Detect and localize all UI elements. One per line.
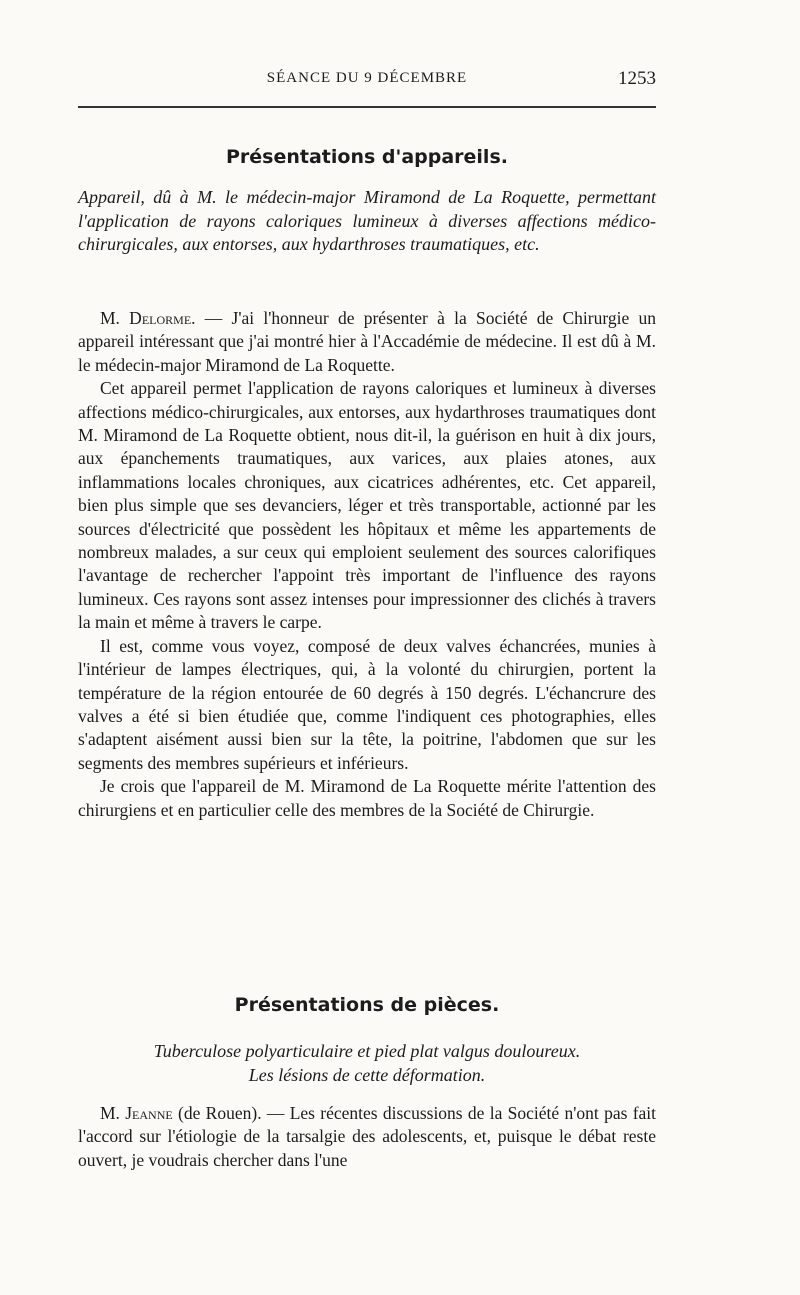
paragraph-jeanne-intro (78, 1102, 656, 1172)
speaker-name: M. Jeanne (100, 1103, 173, 1123)
header-rule (78, 106, 656, 108)
section-heading-appareils: Présentations d'appareils. (226, 146, 508, 168)
running-title: SÉANCE DU 9 DÉCEMBRE (266, 70, 468, 86)
section2-body (78, 1102, 656, 1172)
section-subtitle-tuberculose (78, 1040, 656, 1087)
subtitle-line-1: Tuberculose polyarticulaire et pied plat valgus douloureux. (153, 1041, 581, 1061)
section-subtitle-appareil: Appareil, dû à M. le médecin-major Miramond de La Roquette, permettant l'application de rayons caloriques lumineux à diverses affections médico-chirurgicales, aux entorses, aux hydarthroses traumatiques, etc. (78, 187, 656, 255)
section1-body (78, 307, 656, 822)
paragraph-text: — J'ai l'honneur de présenter à la Société de Chirurgie un appareil intéressant que j'ai montré hier à l'Accadémie de médecine. Il est dû à M. le médecin-major Miramond de La Roquette. (78, 308, 657, 375)
paragraph-composition: Il est, comme vous voyez, composé de deux valves échancrées, munies à l'intérieur de lampes électriques, qui, à la volonté du chirurgien, portent la température de la région entourée de 60 degrés à 150 degrés. L'échancrure des valves a été si bien étudiée que, comme l'indiquent ces photographies, elles s'adaptent aisément aussi bien sur la tête, la poitrine, l'abdomen que sur les segments des membres supérieurs et inférieurs. (78, 635, 656, 773)
paragraph-conclusion: Je crois que l'appareil de M. Miramond de La Roquette mérite l'attention des chirurgiens et en particulier celle des membres de la Société de Chirurgie. (78, 776, 656, 820)
subtitle-line-2: Les lésions de cette déformation. (248, 1064, 486, 1085)
paragraph-description: Cet appareil permet l'application de rayons caloriques et lumineux à diverses affections médico-chirurgicales, aux entorses, aux hydarthroses traumatiques dont M. Miramond de La Roquette obtient, nous dit-il, la guérison en huit à dix jours, aux épanchements traumatiques, aux varices, aux plaies atones, aux inflammations locales chroniques, aux cicatrices adhérentes, etc. Cet appareil, bien plus simple que ses devanciers, léger et très transportable, actionné par les sources d'électricité que possèdent les hôpitaux et même les appartements de nombreux malades, a sur ceux qui emploient seulement des sources calorifiques l'avantage de rechercher l'appoint très important de l'influence des rayons lumineux. Ces rayons sont assez intenses pour impressionner des clichés à travers la main et même à travers le carpe. (78, 378, 656, 633)
section-heading-pieces: Présentations de pièces. (234, 994, 500, 1016)
running-head (78, 70, 656, 100)
paragraph-text: — Les récentes discussions de la Société n'ont pas fait l'accord sur l'étiologie de la tarsalgie des adolescents, et, puisque le débat reste ouvert, je voudrais chercher dans l'une (78, 1103, 657, 1170)
page-number: 1253 (618, 68, 656, 89)
speaker-name: M. Delorme. (100, 308, 196, 328)
speaker-affiliation: (de Rouen). (178, 1103, 262, 1123)
paragraph-delorme-intro (78, 307, 656, 377)
